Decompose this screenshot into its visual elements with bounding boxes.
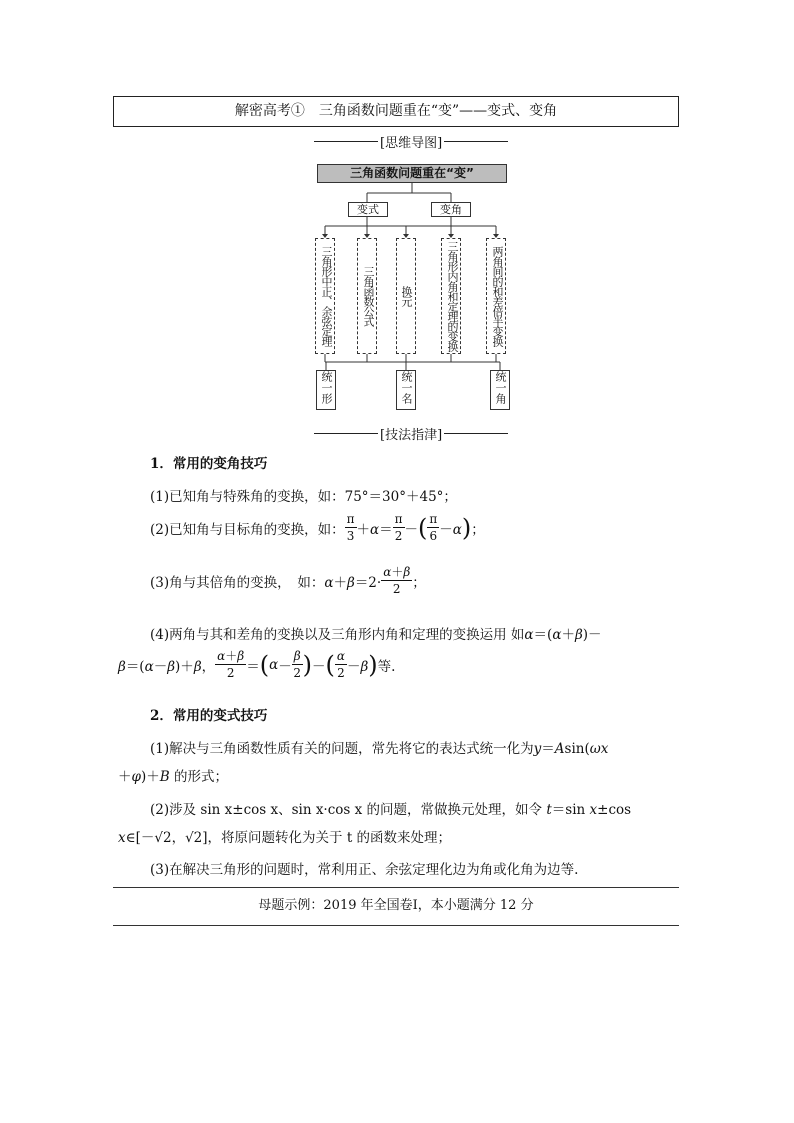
tips-para-1-4: (4)两角与其和差角的变换以及三角形内角和定理的变换运用 如α＝(α＋β)－ <box>150 627 602 643</box>
formula-pi-over-6: $\frac{\pi}{6}$ <box>429 512 438 543</box>
tips-heading-1: 1．常用的变角技巧 <box>150 456 268 472</box>
section-mindmap-label: [思维导图] <box>380 136 443 151</box>
tips-para-2-3: (3)在解决三角形的问题时，常利用正、余弦定理化边为角或化角为边等. <box>150 862 579 878</box>
mindmap-item-trig-formulas: 三角函数公式 <box>357 238 377 354</box>
mindmap-goal-form: 统一形 <box>316 370 336 410</box>
tips-para-1-1: (1)已知角与特殊角的变换，如：75°＝30°＋45°； <box>150 489 457 505</box>
tips-para-2-1: (1)解决与三角函数性质有关的问题，常先将它的表达式统一化为y＝Asin(ωx <box>150 741 609 757</box>
tips-para-2-1-cont: ＋φ)＋B 的形式； <box>118 769 228 785</box>
section-tips-label: [技法指津] <box>380 428 443 443</box>
mindmap-root: 三角函数问题重在“变” <box>317 164 507 183</box>
mindmap-item-angle-sum: 三角形内角和定理的变换 <box>441 238 461 354</box>
mindmap-branch-bianjiao: 变角 <box>431 202 471 217</box>
tips-para-1-3-text: (3)角与其倍角的变换， 如： <box>150 574 325 591</box>
formula-beta-over-2: $\frac{\beta}{2}$ <box>293 649 301 680</box>
tips-para-2-2-text: (2)涉及 sin x±cos x、sin x·cos x 的问题，常做换元处理，如令 <box>150 802 543 818</box>
tips-para-1-2: (2)已知角与目标角的变换，如： $\frac{\pi}{3}$ ＋α＝ $\frac{\pi}{2}$ － ( $\frac{\pi}{6}$ －α ) ； <box>150 512 485 543</box>
tips-para-1-3: (3)角与其倍角的变换， 如： α＋β＝2· $\frac{\alpha+\beta}{2}$ ； <box>150 565 426 596</box>
section-header-tips <box>314 424 508 443</box>
tips-heading-2: 2．常用的变式技巧 <box>150 708 268 724</box>
tips-para-1-4-text: (4)两角与其和差角的变换以及三角形内角和定理的变换运用 如 <box>150 627 525 643</box>
tips-para-2-2: (2)涉及 sin x±cos x、sin x·cos x 的问题，常做换元处理，如令 t＝sin x±cos <box>150 802 632 818</box>
formula-pi-over-3: $\frac{\pi}{3}$ <box>346 512 355 543</box>
mindmap-branch-bianshi: 变式 <box>348 202 388 217</box>
footer-rule-top <box>113 887 679 888</box>
tips-para-2-2-cont: x∈[－√2，√2]，将原问题转化为关于 t 的函数来处理； <box>118 830 452 846</box>
formula-alpha-over-2: $\frac{\alpha}{2}$ <box>336 649 345 680</box>
mindmap-item-sum-diff: 两角间的和差倍半变换 <box>486 238 506 354</box>
mindmap-item-substitution: 换元 <box>396 238 416 354</box>
tips-para-1-4-cont: β＝(α－β)＋β， $\frac{\alpha+\beta}{2}$ ＝ ( α － $\frac{\beta}{2}$ ) － ( $\frac{\alpha}{2}$ －β ) 等. <box>118 649 396 680</box>
mindmap-item-sine-cosine-law: 三角形中正、余弦定理 <box>315 238 335 354</box>
tips-para-2-1-text: (1)解决与三角函数性质有关的问题，常先将它的表达式统一化为 <box>150 741 534 757</box>
footer-rule-bottom <box>113 925 679 926</box>
formula-half-sum: $\frac{\alpha+\beta}{2}$ <box>383 565 411 596</box>
tips-para-2-1-tail: 的形式； <box>173 769 228 785</box>
mindmap-goal-angle: 统一角 <box>490 370 510 410</box>
formula-pi-over-2: $\frac{\pi}{2}$ <box>394 512 403 543</box>
mindmap-connectors <box>0 0 794 420</box>
page-title: 解密高考① 三角函数问题重在“变”——变式、变角 <box>113 96 679 127</box>
mindmap-goal-name: 统一名 <box>396 370 416 410</box>
formula-sum-over-2: $\frac{\alpha+\beta}{2}$ <box>217 649 245 680</box>
footer-example: 母题示例：2019 年全国卷Ⅰ，本小题满分 12 分 <box>258 898 534 913</box>
tips-para-2-2-tail: ，将原问题转化为关于 t 的函数来处理； <box>207 830 452 846</box>
tips-para-1-2-text: (2)已知角与目标角的变换，如： <box>150 521 345 538</box>
